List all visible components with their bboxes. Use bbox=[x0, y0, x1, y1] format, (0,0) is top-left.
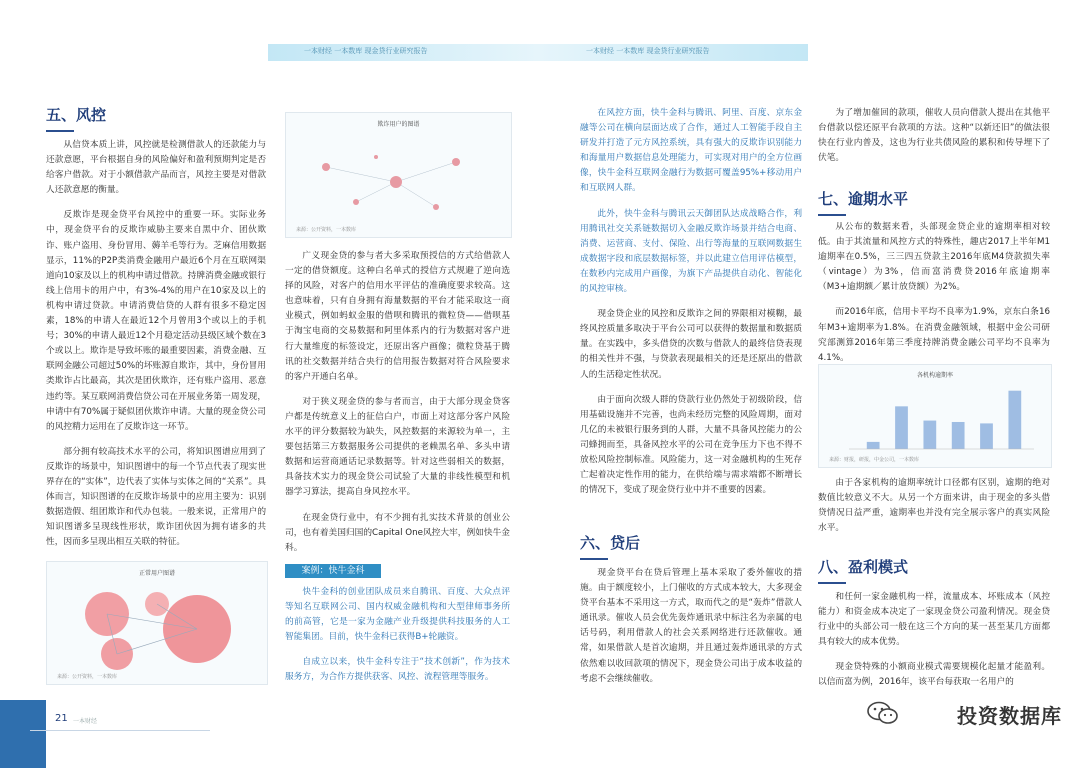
section-title: 六、贷后 bbox=[580, 534, 641, 552]
column-3-text bbox=[580, 106, 802, 508]
paragraph: 和任何一家金融机构一样，流量成本、坏账成本（风控能力）和资金成本决定了一家现金贷公司盈利情况。现金贷行业中的头部公司一般在这三个方向的某一甚至某几方面都具有较大的成本优势。 bbox=[818, 592, 1050, 648]
paragraph: 快牛金科的创业团队成员来自腾讯、百度、大众点评等知名互联网公司、国内权威金融机构和大型律师事务所的前高管，它是一家为金融产业升级提供科技服务的人工智能集团。目前，快牛金科已获得B+轮融资。 bbox=[285, 587, 510, 643]
paragraph: 由于各家机构的逾期率统计口径都有区别，逾期的绝对数值比较意义不大。从另一个方面来讲，由于现金的多头借贷情况日益严重，逾期率也并没有完全展示客户的真实风险水平。 bbox=[818, 478, 1050, 534]
normal-user-graph-figure bbox=[46, 561, 268, 685]
paragraph: 部分拥有较高技术水平的公司，将知识图谱应用到了反欺诈的场景中，知识图谱中的每一个节点代表了现实世界存在的“实体”，边代表了实体与实体之间的“关系”。具体而言，知识图谱的在反欺诈场景中的应用主要为：识别数据造假、组团欺诈和代办包装。一般来说，正常用户的知识图谱多呈现线性形状，欺诈团伙因为拥有诸多的共性，因而多呈现出相互关联的特征。 bbox=[46, 446, 266, 548]
figure-title: 欺诈用户的图谱 bbox=[377, 121, 420, 128]
graph-illustration bbox=[47, 574, 267, 684]
figure-caption: 来源：公开资料，一本数库 bbox=[57, 674, 118, 680]
column-1-text bbox=[46, 138, 266, 560]
paragraph: 为了增加催回的款项，催收人员向借款人提出在其他平台借款以偿还原平台款项的方法。这种“以新还旧”的做法很快在行业内普及，这也为行业共债风险的累积和传导埋下了伏笔。 bbox=[818, 108, 1050, 164]
paragraph: 在风控方面，快牛金科与腾讯、阿里、百度、京东金融等公司在横向层面达成了合作，通过人工智能手段自主研发并打造了元方风控系统，具有强大的反欺诈识别能力和海量用户数据信息处理能力，可实现对用户的全方位画像，快牛金科互联网金融行为数据可覆盖95%+移动用户和互联网人群。 bbox=[580, 108, 802, 194]
overdue-rate-chart bbox=[818, 364, 1052, 468]
figure-title: 正常用户图谱 bbox=[138, 570, 175, 577]
chart-bar bbox=[867, 442, 880, 449]
section-eight-heading bbox=[818, 556, 1050, 584]
chart-caption: 来源：财报，研报，中金公司，一本数库 bbox=[829, 457, 920, 463]
graph-illustration bbox=[286, 127, 511, 227]
case-label: 案例：快牛金科 bbox=[285, 564, 381, 578]
page-label: 一本财经 bbox=[73, 718, 98, 725]
paragraph: 自成立以来，快牛金科专注于“技术创新”，作为技术服务方，为合作方提供获客、风控、流程管理等服务。 bbox=[285, 657, 510, 683]
paragraph: 广义现金贷的参与者大多采取预授信的方式给借款人一定的借贷额度。这种白名单式的授信方式规避了逆向选择的风险，对客户的信用水平评估的准确度要求较高。这也意味着，只有自身拥有海量数据的平台才能采取这一商业模式，例如蚂蚁金服的借呗和腾讯的微粒贷——借呗基于淘宝电商的交易数据和阿里体系内的行为数据对客户进行大量维度的标签设定，还原出客户画像；微粒贷基于腾讯的社交数据并结合央行的信用报告数据对符合风险要求的客户开通白名单。 bbox=[285, 251, 510, 382]
section-title: 八、盈利模式 bbox=[818, 558, 909, 576]
paragraph: 反欺诈是现金贷平台风控中的重要一环。实际业务中，现金贷平台的反欺诈威胁主要来自黑中介、团伙欺诈、账户盗用、身份冒用、薅羊毛等行为。芝麻信用数据显示，11%的P2P类消费金融用户最近6个月在互联网渠道向10家及以上的机构申请过借款。持牌消费金融或银行线上信用卡的用户中，有3%-4%的用户在10家及以上的机构申请过贷款。申请消费信贷的人群有很多不稳定因素，18%的申请人在最近12个月曾用3个或以上的手机号；30%的申请人最近12个月稳定活动县级区域个数在3个或以上。欺诈是导致坏账的最重要因素，消费金融、互联网金融公司超过50%的坏账源自欺诈，其中，身份冒用类欺诈占比最高，其次是团伙欺诈，还有账户盗用、恶意违约等。某互联网消费信贷公司在开展业务第一周发现，申请中有70%属于疑似团伙欺诈申请。大量的现金贷公司的风控精力运用在了反欺诈这一环节。 bbox=[46, 210, 266, 432]
chart-bar bbox=[923, 421, 936, 449]
header-band bbox=[268, 44, 808, 61]
section-five-heading bbox=[46, 104, 266, 132]
section-underline bbox=[580, 558, 608, 560]
chart-bar bbox=[952, 422, 965, 449]
page-side-bar bbox=[0, 700, 46, 768]
section-title: 七、逾期水平 bbox=[818, 190, 909, 208]
chart-bar bbox=[1008, 391, 1021, 449]
fraud-user-graph-figure bbox=[285, 112, 512, 238]
column-2-text bbox=[285, 249, 510, 566]
column-4-text-d bbox=[818, 590, 1050, 701]
figure-caption: 来源：公开资料，一本数库 bbox=[296, 227, 357, 233]
chart-svg bbox=[819, 365, 1051, 467]
paragraph: 现金贷特殊的小额商业模式需要规模化起量才能盈利。以信而富为例，2016年，该平台每获取一名用户的 bbox=[818, 662, 1050, 688]
column-4-text bbox=[818, 106, 1050, 176]
paragraph: 由于面向次级人群的贷款行业仍然处于初级阶段，信用基础设施并不完善，也尚未经历完整的风险周期，面对几亿的未被银行服务到的人群，大量不具备风控能力的公司蜂拥而至，具备风控水平的公司在竞争压力下也不得不放松风险控制标准。风险能力，这一对金融机构的生死存亡起着决定性作用的能力，在供给端与需求端都不断增长的情况下，变成了现金贷行业中并不重要的因素。 bbox=[580, 394, 802, 496]
paragraph: 对于狭义现金贷的参与者而言，由于大部分现金贷客户都是传统意义上的征信白户，市面上对这部分客户风险水平的评分数据较为缺失，风控数据的来源较为单一，主要包括第三方数据服务公司提供的老赖黑名单、多头申请数据和运营商通话记录数据等。针对这些弱相关的数据，具备技术实力的现金贷公司试验了大量的非线性模型和机器学习算法，提高自身风控水平。 bbox=[285, 396, 510, 498]
paragraph: 现金贷平台在贷后管理上基本采取了委外催收的措施。由于额度较小，上门催收的方式成本较大，大多现金贷平台基本不采用这一方式，取而代之的是“轰炸”借款人通讯录。催收人员会优先轰炸通讯录中标注名为亲属的电话号码，利用借款人的社会关系网络进行还款催收。通常，如果借款人是首次逾期，并且通过轰炸通讯录的方式依然难以收回款项的情况下，现金贷公司出于成本收益的考虑不会继续催收。 bbox=[580, 568, 802, 684]
header-right-text: 一本财经 一本数库 现金贷行业研究报告 bbox=[586, 47, 710, 55]
section-underline bbox=[46, 130, 74, 132]
section-seven-heading bbox=[818, 188, 1050, 216]
section-title: 五、风控 bbox=[46, 106, 107, 124]
chart-bar bbox=[980, 423, 993, 449]
paragraph: 现金贷企业的风控和反欺诈之间的界限相对模糊，最终风控质量多取决于平台公司可以获得的数据量和数据质量。在实践中，多头借贷的次数与借款人的最终信贷表现的相关性并不强，与贷款表现最相关的还是还原出的借款人的生活稳定性状况。 bbox=[580, 309, 802, 380]
chart-bar bbox=[895, 406, 908, 449]
column-2-case-text bbox=[285, 585, 510, 696]
column-4-text-b bbox=[818, 220, 1050, 376]
section-six-heading bbox=[580, 532, 802, 560]
column-4-text-c bbox=[818, 476, 1050, 546]
paragraph: 在现金贷行业中，有不少拥有扎实技术背景的创业公司，也有着美国归国的Capital One风控大牢，例如快牛金科。 bbox=[285, 512, 510, 553]
paragraph: 而2016年底，信用卡平均不良率为1.9%，京东白条16年M3+逾期率为1.8%。在消费金融领域，根据中金公司研究部测算2016年第三季度持牌消费金融公司平均不良率为4.1%。 bbox=[818, 307, 1050, 363]
chart-title: 各机构逾期率 bbox=[916, 372, 954, 379]
page-number: 21 bbox=[55, 713, 68, 724]
paragraph: 从公布的数据来看，头部现金贷企业的逾期率相对较低。由于其流量和风控方式的特殊性，趣店2017上半年M1逾期率在0.5%，三三四五贷款主2016年底M4贷款损失率（vintage）为3%，信而富消费贷2016年底逾期率（M3+逾期额／累计放贷额）为2%。 bbox=[818, 222, 1050, 293]
watermark-text: 投资数据库 bbox=[957, 704, 1062, 728]
paragraph: 从信贷本质上讲，风控就是检测借款人的还款能力与还款意愿，平台根据自身的风险偏好和盈利预期判定是否给客户借款。对于小额借款产品而言，风控主要是对借款人还款意愿的衡量。 bbox=[46, 140, 266, 196]
paragraph: 此外，快牛金科与腾讯云天御团队达成战略合作，利用腾讯社交关系链数据切入金融反欺诈场景并结合电商、消费、运营商、支付、保险、出行等海量的互联网数据生成数据字段和底层数据标签，并以此建立信用评估模型，在数秒内完成用户画像，为旗下产品提供自动化、智能化的风控审核。 bbox=[580, 208, 802, 295]
wechat-icon bbox=[866, 701, 900, 725]
footer-divider bbox=[30, 730, 210, 731]
section-underline bbox=[818, 582, 846, 584]
header-left-text: 一本财经 一本数库 现金贷行业研究报告 bbox=[304, 47, 428, 55]
column-3-text-b bbox=[580, 566, 802, 697]
section-underline bbox=[818, 214, 846, 216]
